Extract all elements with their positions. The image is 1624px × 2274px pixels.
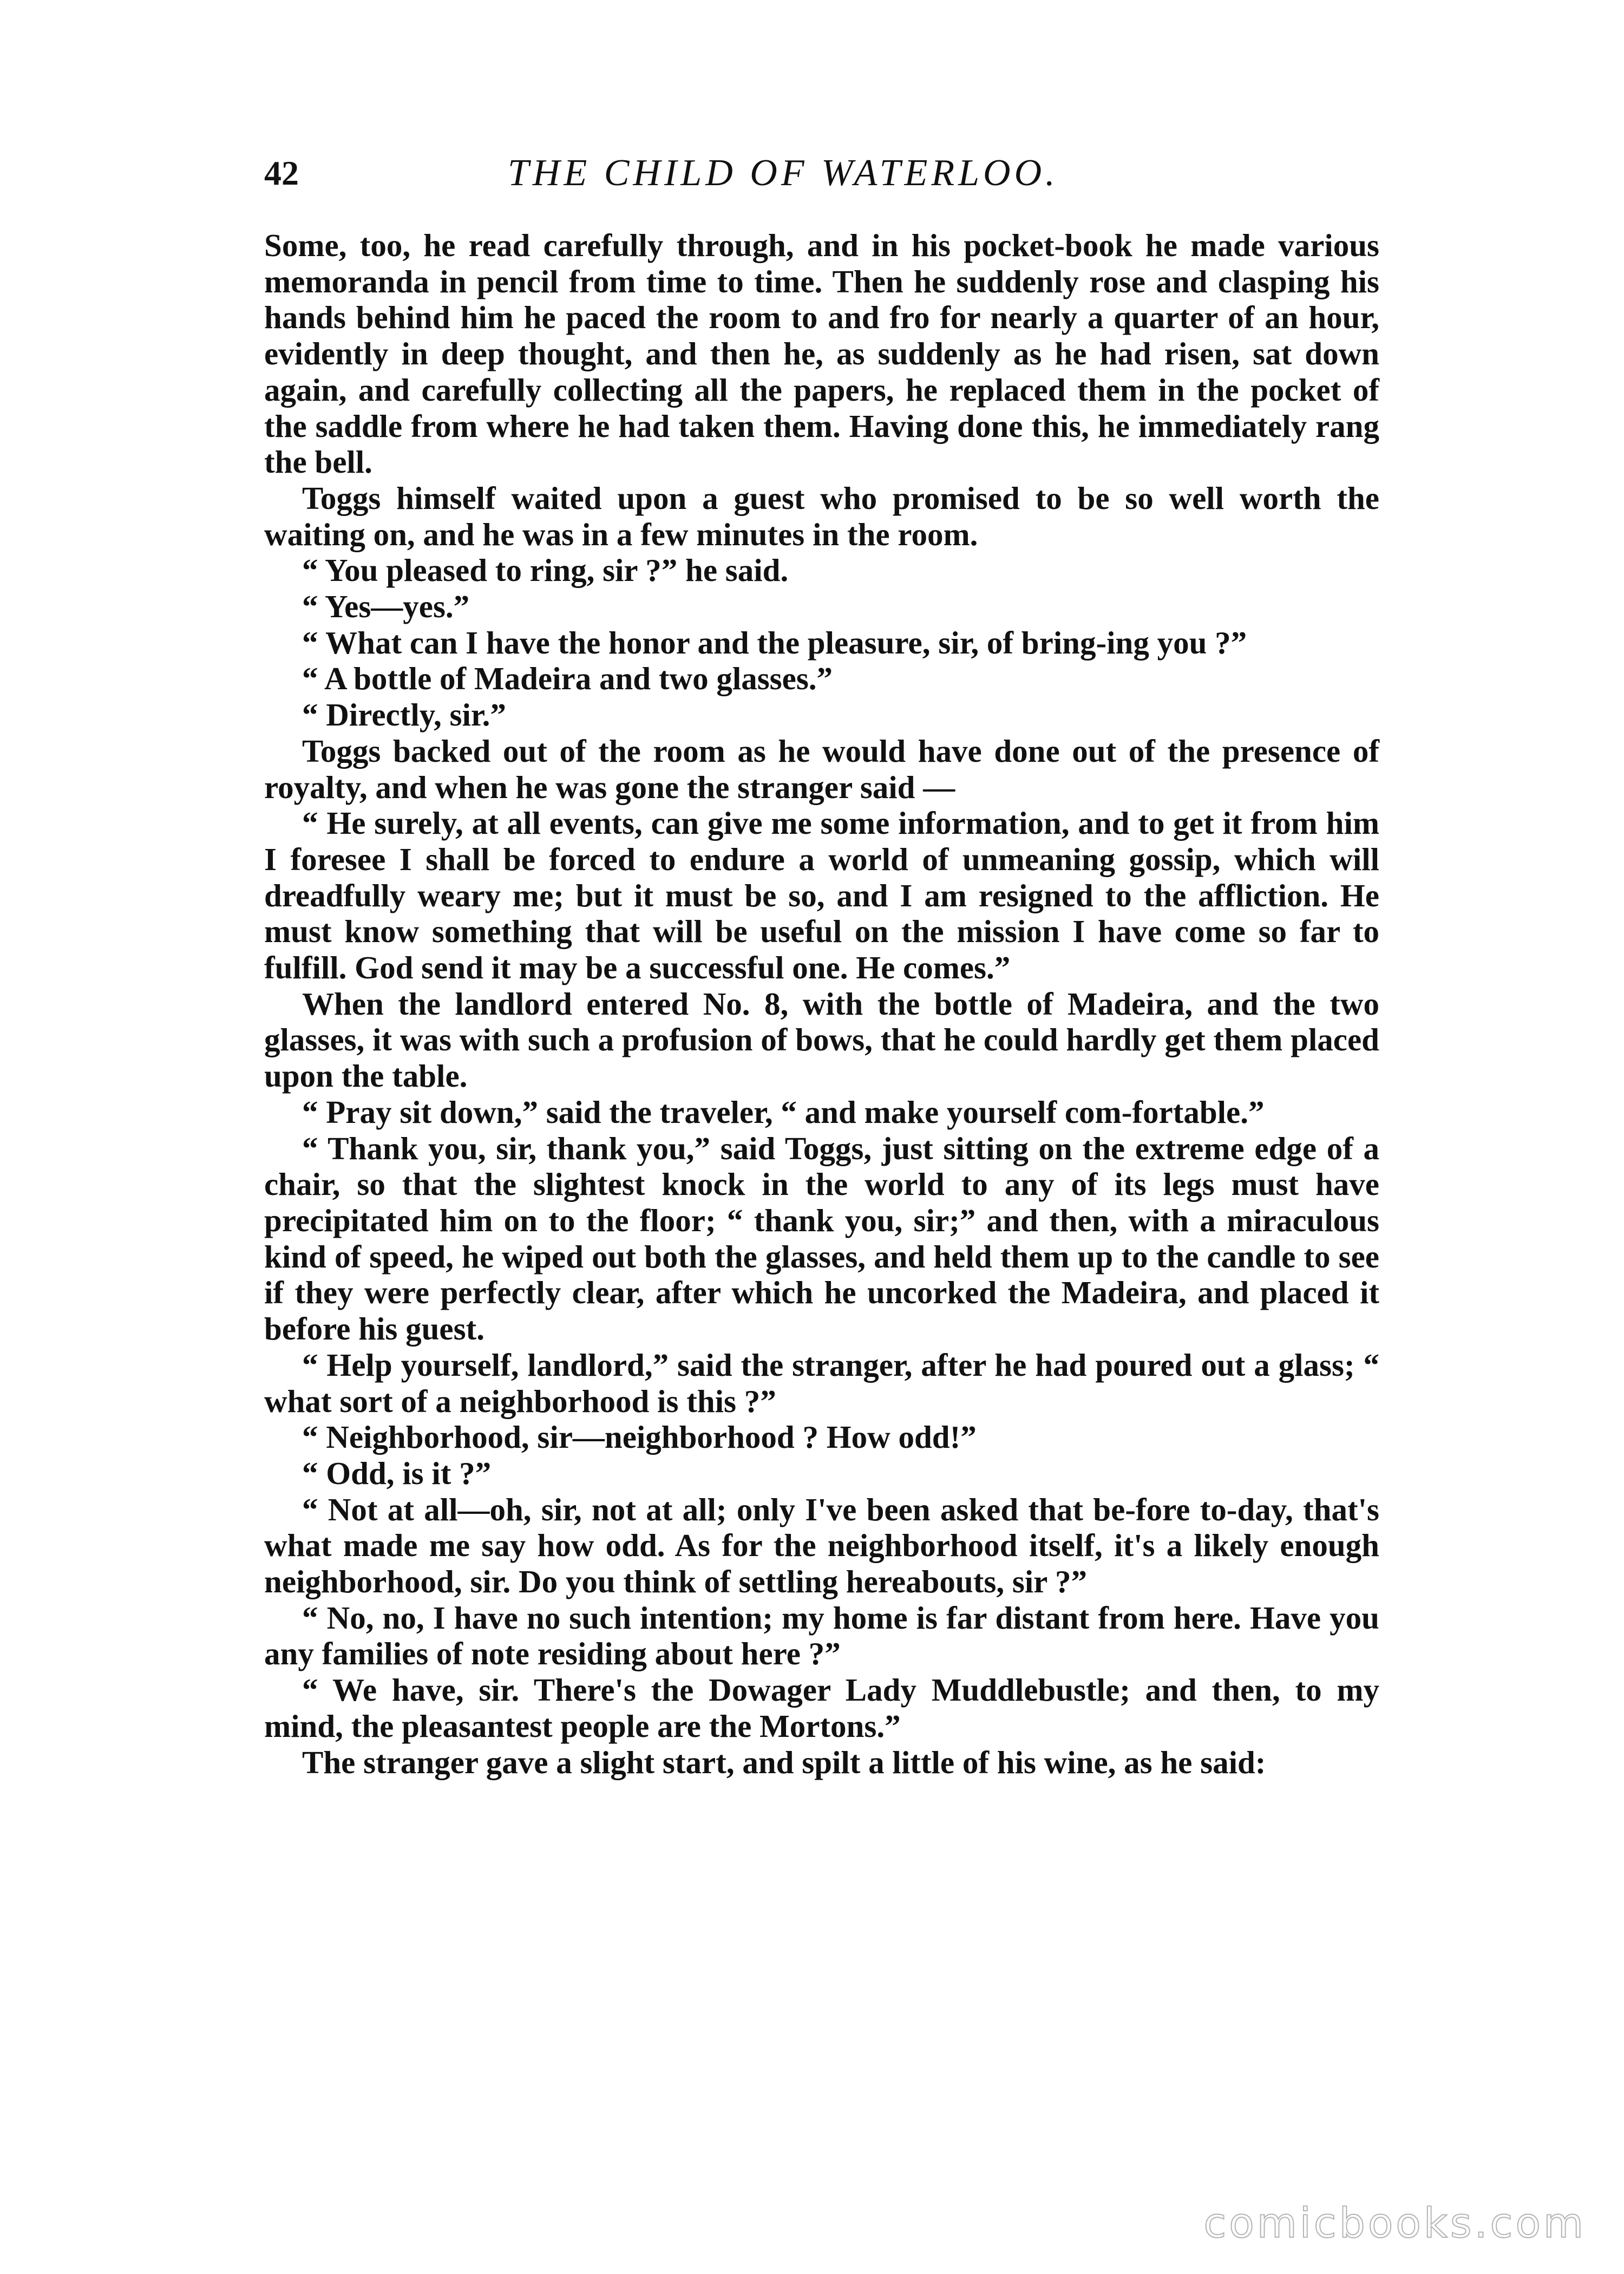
paragraph: “ Help yourself, landlord,” said the stranger, after he had poured out a glass; “ what sort of a neighborhood is this ?” [264, 1347, 1379, 1419]
paragraph: “ Thank you, sir, thank you,” said Toggs, just sitting on the extreme edge of a chair, so that the slightest knock in the world to any of its legs must have precipitated him on to the floor; “ thank you, sir;” and then, with a miraculous kind of speed, he wiped out both the glasses, and held them up to the candle to see if they were perfectly clear, after which he uncorked the Madeira, and placed it before his guest. [264, 1130, 1379, 1347]
paragraph: “ We have, sir. There's the Dowager Lady Muddlebustle; and then, to my mind, the pleasantest people are the Mortons.” [264, 1672, 1379, 1744]
paragraph: “ A bottle of Madeira and two glasses.” [302, 661, 833, 697]
paragraph: Some, too, he read carefully through, and in his pocket-book he made various memoranda in pencil from time to time. Then he suddenly rose and clasping his hands behind him he paced the room to and fro for nearly a quarter of an hour, evidently in deep thought, and then he, as suddenly as he had risen, sat down again, and carefully collecting all the papers, he replaced them in the pocket of the saddle from where he had taken them. Having done this, he immediately rang the bell. [264, 227, 1379, 480]
paragraph: “ Pray sit down,” said the traveler, “ and make yourself com-fortable.” [302, 1094, 1265, 1130]
paragraph: “ You pleased to ring, sir ?” he said. [302, 552, 789, 589]
paragraph: “ Not at all—oh, sir, not at all; only I've been asked that be-fore to-day, that's what made me say how odd. As for the neighborhood itself, it's a likely enough neighborhood, sir. Do you think of settling hereabouts, sir ?” [264, 1491, 1379, 1600]
paragraph: “ Directly, sir.” [302, 697, 506, 733]
page-number: 42 [264, 154, 299, 192]
running-head [264, 149, 1379, 198]
watermark: comicbooks.com [1203, 2199, 1586, 2247]
paragraph: “ Neighborhood, sir—neighborhood ? How odd!” [302, 1419, 977, 1455]
paragraph: The stranger gave a slight start, and spilt a little of his wine, as he said: [302, 1744, 1266, 1780]
paragraph: Toggs himself waited upon a guest who promised to be so well worth the waiting on, and he was in a few minutes in the room. [264, 480, 1379, 552]
paragraph: Toggs backed out of the room as he would have done out of the presence of royalty, and when he was gone the stranger said — [264, 733, 1379, 805]
paragraph: When the landlord entered No. 8, with the bottle of Madeira, and the two glasses, it was with such a profusion of bows, that he could hardly get them placed upon the table. [264, 985, 1379, 1094]
paragraph: “ No, no, I have no such intention; my home is far distant from here. Have you any families of note residing about here ?” [264, 1599, 1379, 1672]
paragraph: “ Odd, is it ?” [302, 1455, 492, 1491]
paragraph: “ He surely, at all events, can give me some information, and to get it from him I foresee I shall be forced to endure a world of unmeaning gossip, which will dreadfully weary me; but it must be so, and I am resigned to the affliction. He must know something that will be useful on the mission I have come so far to fulfill. God send it may be a successful one. He comes.” [264, 805, 1379, 986]
paragraph: “ Yes—yes.” [302, 589, 470, 625]
body-text [264, 227, 1379, 1780]
paragraph: “ What can I have the honor and the pleasure, sir, of bring-ing you ?” [302, 624, 1247, 661]
running-title: THE CHILD OF WATERLOO. [508, 152, 1059, 194]
